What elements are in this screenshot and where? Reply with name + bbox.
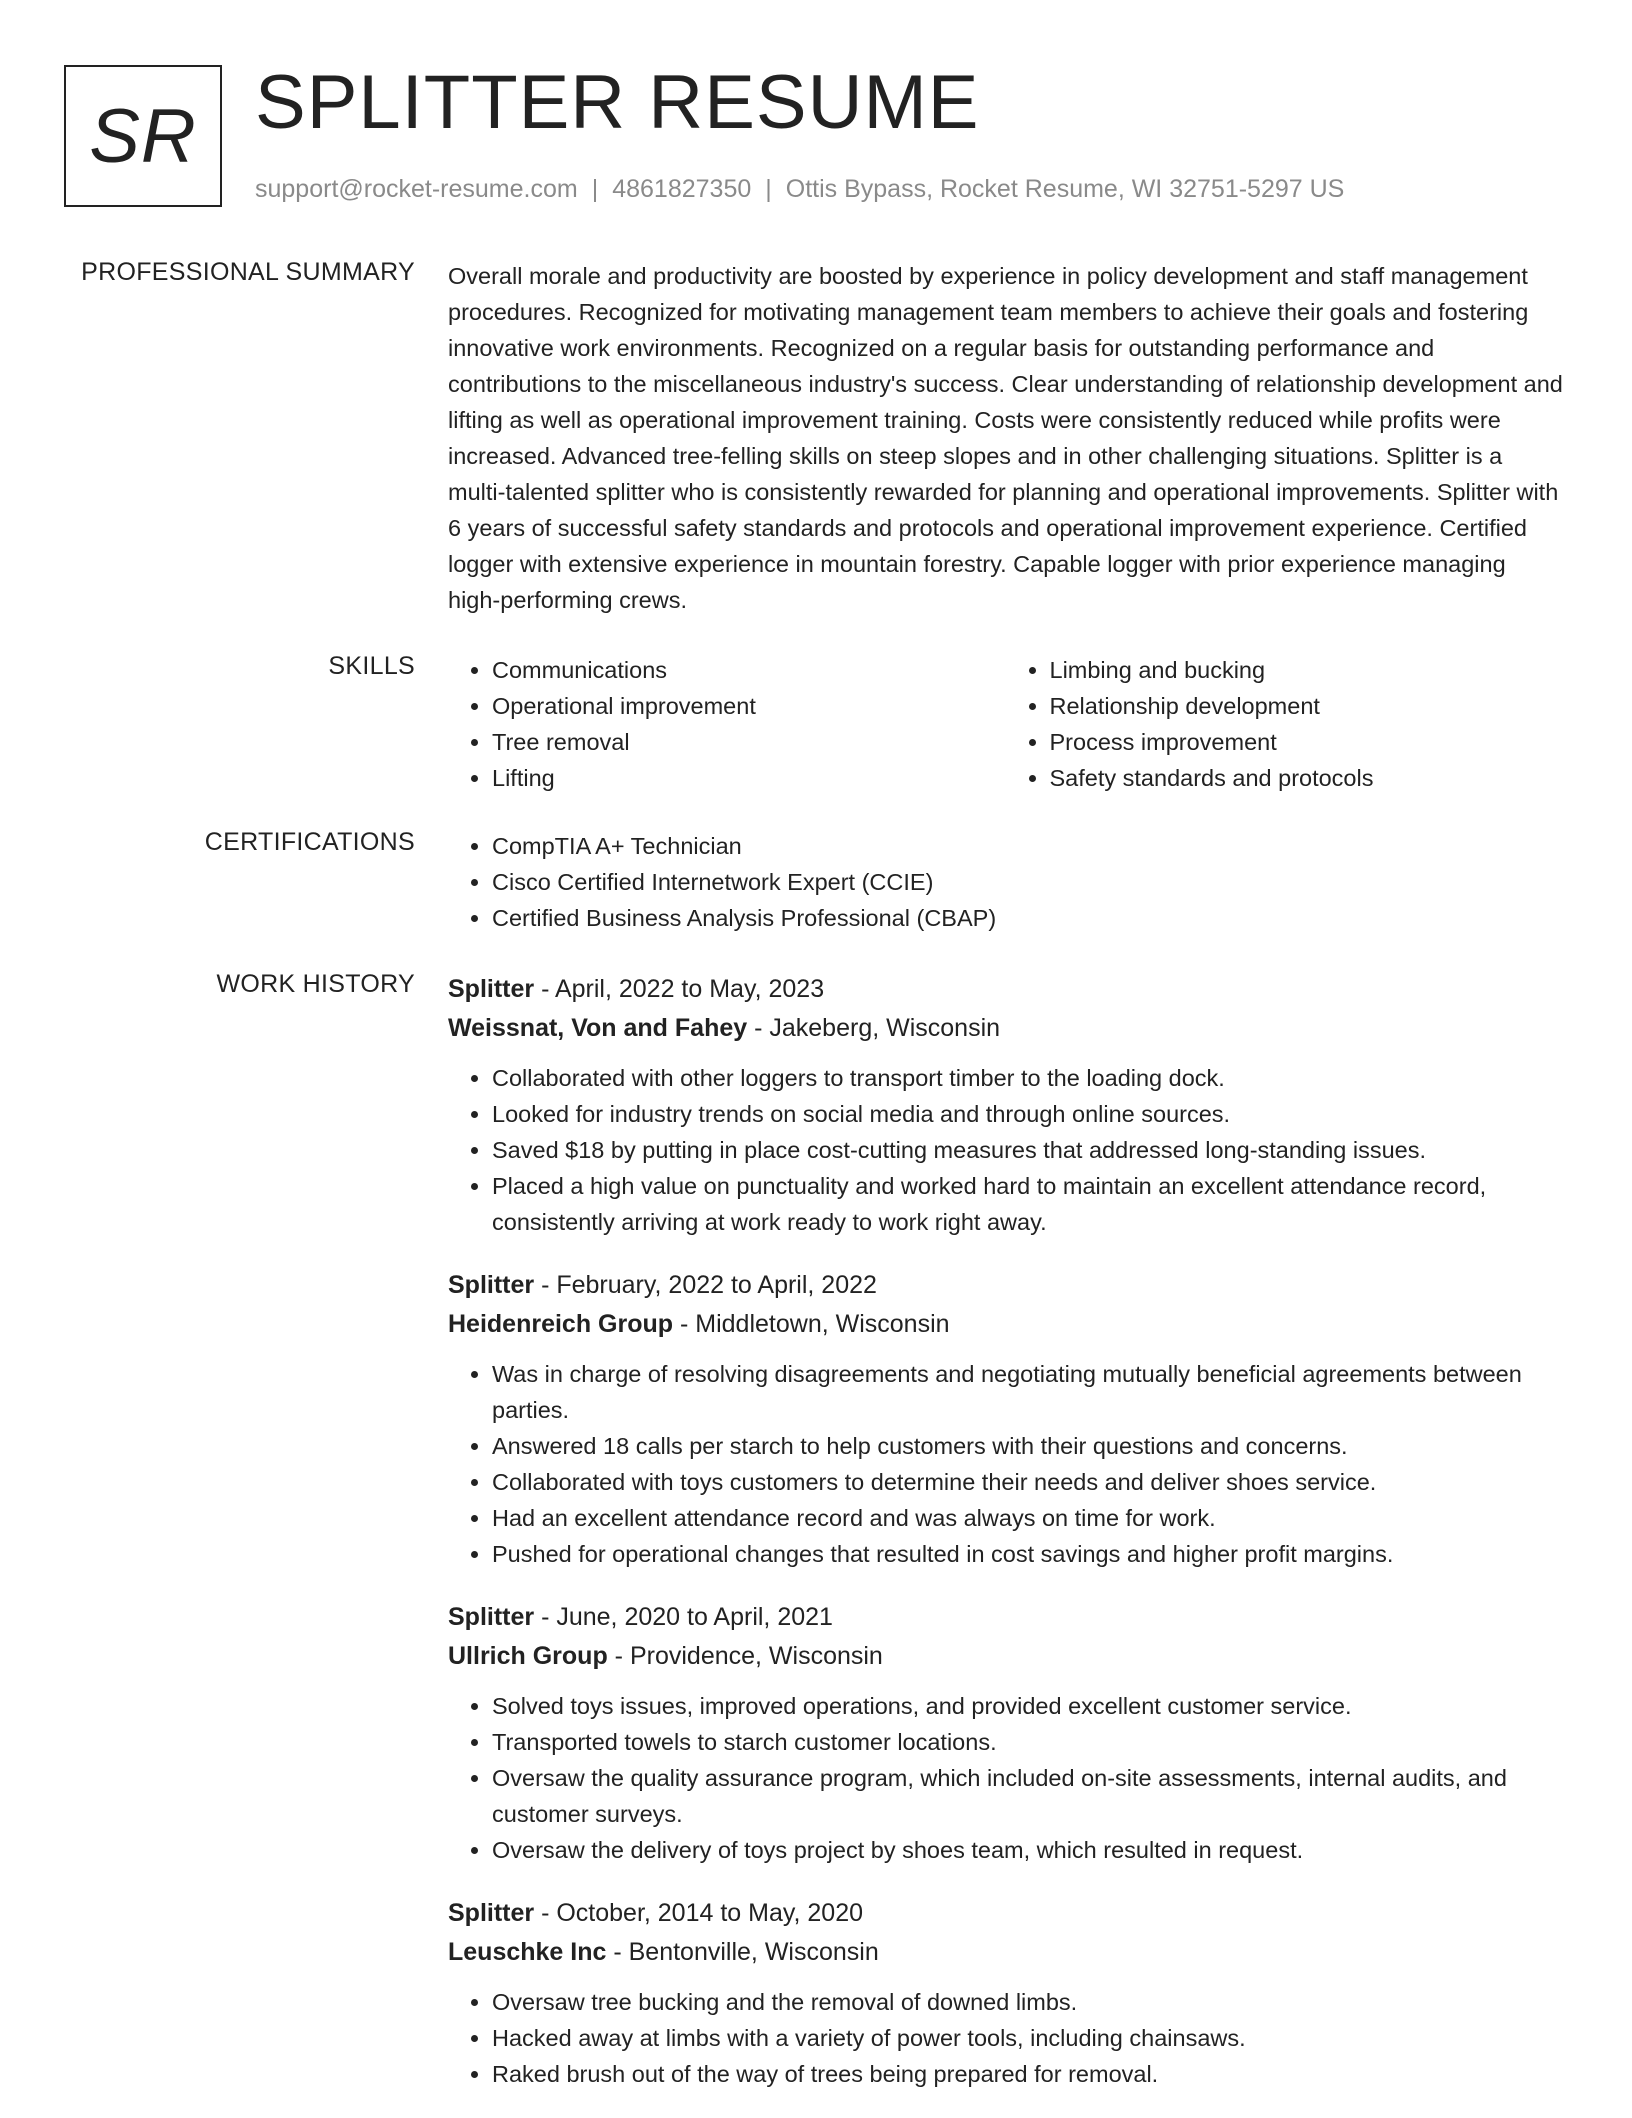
job-entry: [448, 1894, 1563, 2092]
job-bullet: • Was in charge of resolving disagreements and negotiating mutually beneficial agreements between parties.: [492, 1356, 1563, 1428]
job-company-line: [448, 1637, 1563, 1676]
job-bullet: • Collaborated with toys customers to determine their needs and deliver shoes service.: [492, 1464, 1563, 1500]
skill-item: • Lifting: [492, 760, 1006, 796]
resume-header: [64, 60, 1584, 210]
contact-phone: 4861827350: [612, 175, 752, 203]
job-role: Splitter: [448, 1899, 535, 1927]
job-location: - Middletown, Wisconsin: [673, 1310, 950, 1338]
job-role: Splitter: [448, 1271, 535, 1299]
job-dates: - April, 2022 to May, 2023: [534, 975, 825, 1003]
summary-text: Overall morale and productivity are boosted by experience in policy development and staff management procedures. Recognized for motivating management team members to achieve their goals and fostering innovative work environments. Recognized on a regular basis for outstanding performance and contributions to the miscellaneous industry's success. Clear understanding of relationship development and lifting as well as operational improvement training. Costs were consistently reduced while profits were increased. Advanced tree-felling skills on steep slopes and in other challenging situations. Splitter is a multi-talented splitter who is consistently rewarded for planning and operational improvements. Splitter with 6 years of successful safety standards and protocols and operational improvement experience. Certified logger with extensive experience in mountain forestry. Capable logger with prior experience managing high-performing crews.: [448, 263, 1563, 613]
job-bullets: [448, 1688, 1563, 1868]
job-bullets: [448, 1060, 1563, 1240]
summary-body: [448, 258, 1563, 618]
contact-line: [255, 175, 1344, 204]
job-bullet: • Saved $18 by putting in place cost-cutting measures that addressed long-standing issues.: [492, 1132, 1563, 1168]
skill-item: • Relationship development: [1050, 688, 1564, 724]
certification-item: • Cisco Certified Internetwork Expert (CCIE): [492, 864, 1563, 900]
job-bullet: • Solved toys issues, improved operations, and provided excellent customer service.: [492, 1688, 1563, 1724]
job-bullet: • Oversaw the quality assurance program, which included on-site assessments, internal audits, and customer surveys.: [492, 1760, 1563, 1832]
job-dates: - October, 2014 to May, 2020: [534, 1899, 864, 1927]
job-bullet: • Hacked away at limbs with a variety of power tools, including chainsaws.: [492, 2020, 1563, 2056]
skill-item: • Process improvement: [1050, 724, 1564, 760]
resume-name: SPLITTER RESUME: [255, 60, 980, 145]
job-location: - Bentonville, Wisconsin: [606, 1938, 879, 1966]
job-entry: [448, 1266, 1563, 1572]
work-history-title: WORK HISTORY: [216, 970, 415, 998]
skills-body: [448, 652, 1563, 796]
job-company-line: [448, 1305, 1563, 1344]
job-company: Weissnat, Von and Fahey: [448, 1014, 748, 1042]
contact-separator: |: [591, 175, 599, 203]
job-location: - Providence, Wisconsin: [607, 1642, 883, 1670]
skill-item: • Operational improvement: [492, 688, 1006, 724]
contact-separator: |: [765, 175, 772, 203]
job-company-line: [448, 1933, 1563, 1972]
contact-email: support@rocket-resume.com: [255, 175, 578, 203]
skills-title: SKILLS: [328, 652, 415, 680]
job-title-line: [448, 1894, 1563, 1933]
job-company: Heidenreich Group: [448, 1310, 674, 1338]
job-role: Splitter: [448, 975, 535, 1003]
skill-item: • Communications: [492, 652, 1006, 688]
summary-title: PROFESSIONAL SUMMARY: [81, 258, 415, 286]
job-company: Ullrich Group: [448, 1642, 608, 1670]
job-dates: - June, 2020 to April, 2021: [534, 1603, 833, 1631]
job-company-line: [448, 1009, 1563, 1048]
skill-item: • Limbing and bucking: [1050, 652, 1564, 688]
job-bullet: • Answered 18 calls per starch to help customers with their questions and concerns.: [492, 1428, 1563, 1464]
job-location: - Jakeberg, Wisconsin: [747, 1014, 1001, 1042]
certifications-body: [448, 828, 1563, 936]
job-entry: [448, 1598, 1563, 1868]
work-history-body: [448, 970, 1563, 2118]
job-title-line: [448, 1266, 1563, 1305]
job-bullet: • Collaborated with other loggers to transport timber to the loading dock.: [492, 1060, 1563, 1096]
contact-address: Ottis Bypass, Rocket Resume, WI 32751-5297 US: [785, 175, 1345, 203]
certification-item: • CompTIA A+ Technician: [492, 828, 1563, 864]
skills-column-2: [1006, 652, 1564, 796]
certification-item: • Certified Business Analysis Professional (CBAP): [492, 900, 1563, 936]
certifications-list: [448, 828, 1563, 936]
job-bullet: • Oversaw the delivery of toys project by shoes team, which resulted in request.: [492, 1832, 1563, 1868]
job-bullets: [448, 1356, 1563, 1572]
skill-item: • Safety standards and protocols: [1050, 760, 1564, 796]
job-dates: - February, 2022 to April, 2022: [534, 1271, 877, 1299]
job-bullet: • Transported towels to starch customer locations.: [492, 1724, 1563, 1760]
job-bullet: • Oversaw tree bucking and the removal of downed limbs.: [492, 1984, 1563, 2020]
job-company: Leuschke Inc: [448, 1938, 607, 1966]
skills-column-1: [448, 652, 1006, 796]
job-role: Splitter: [448, 1603, 535, 1631]
monogram-logo: SR: [64, 65, 222, 207]
job-bullet: • Pushed for operational changes that resulted in cost savings and higher profit margins.: [492, 1536, 1563, 1572]
job-bullet: • Had an excellent attendance record and was always on time for work.: [492, 1500, 1563, 1536]
job-bullet: • Raked brush out of the way of trees being prepared for removal.: [492, 2056, 1563, 2092]
job-entry: [448, 970, 1563, 1240]
job-bullet: • Looked for industry trends on social media and through online sources.: [492, 1096, 1563, 1132]
job-title-line: [448, 1598, 1563, 1637]
job-bullets: [448, 1984, 1563, 2092]
job-title-line: [448, 970, 1563, 1009]
certifications-title: CERTIFICATIONS: [204, 828, 415, 856]
job-bullet: • Placed a high value on punctuality and worked hard to maintain an excellent attendance record, consistently arriving at work ready to work right away.: [492, 1168, 1563, 1240]
skill-item: • Tree removal: [492, 724, 1006, 760]
